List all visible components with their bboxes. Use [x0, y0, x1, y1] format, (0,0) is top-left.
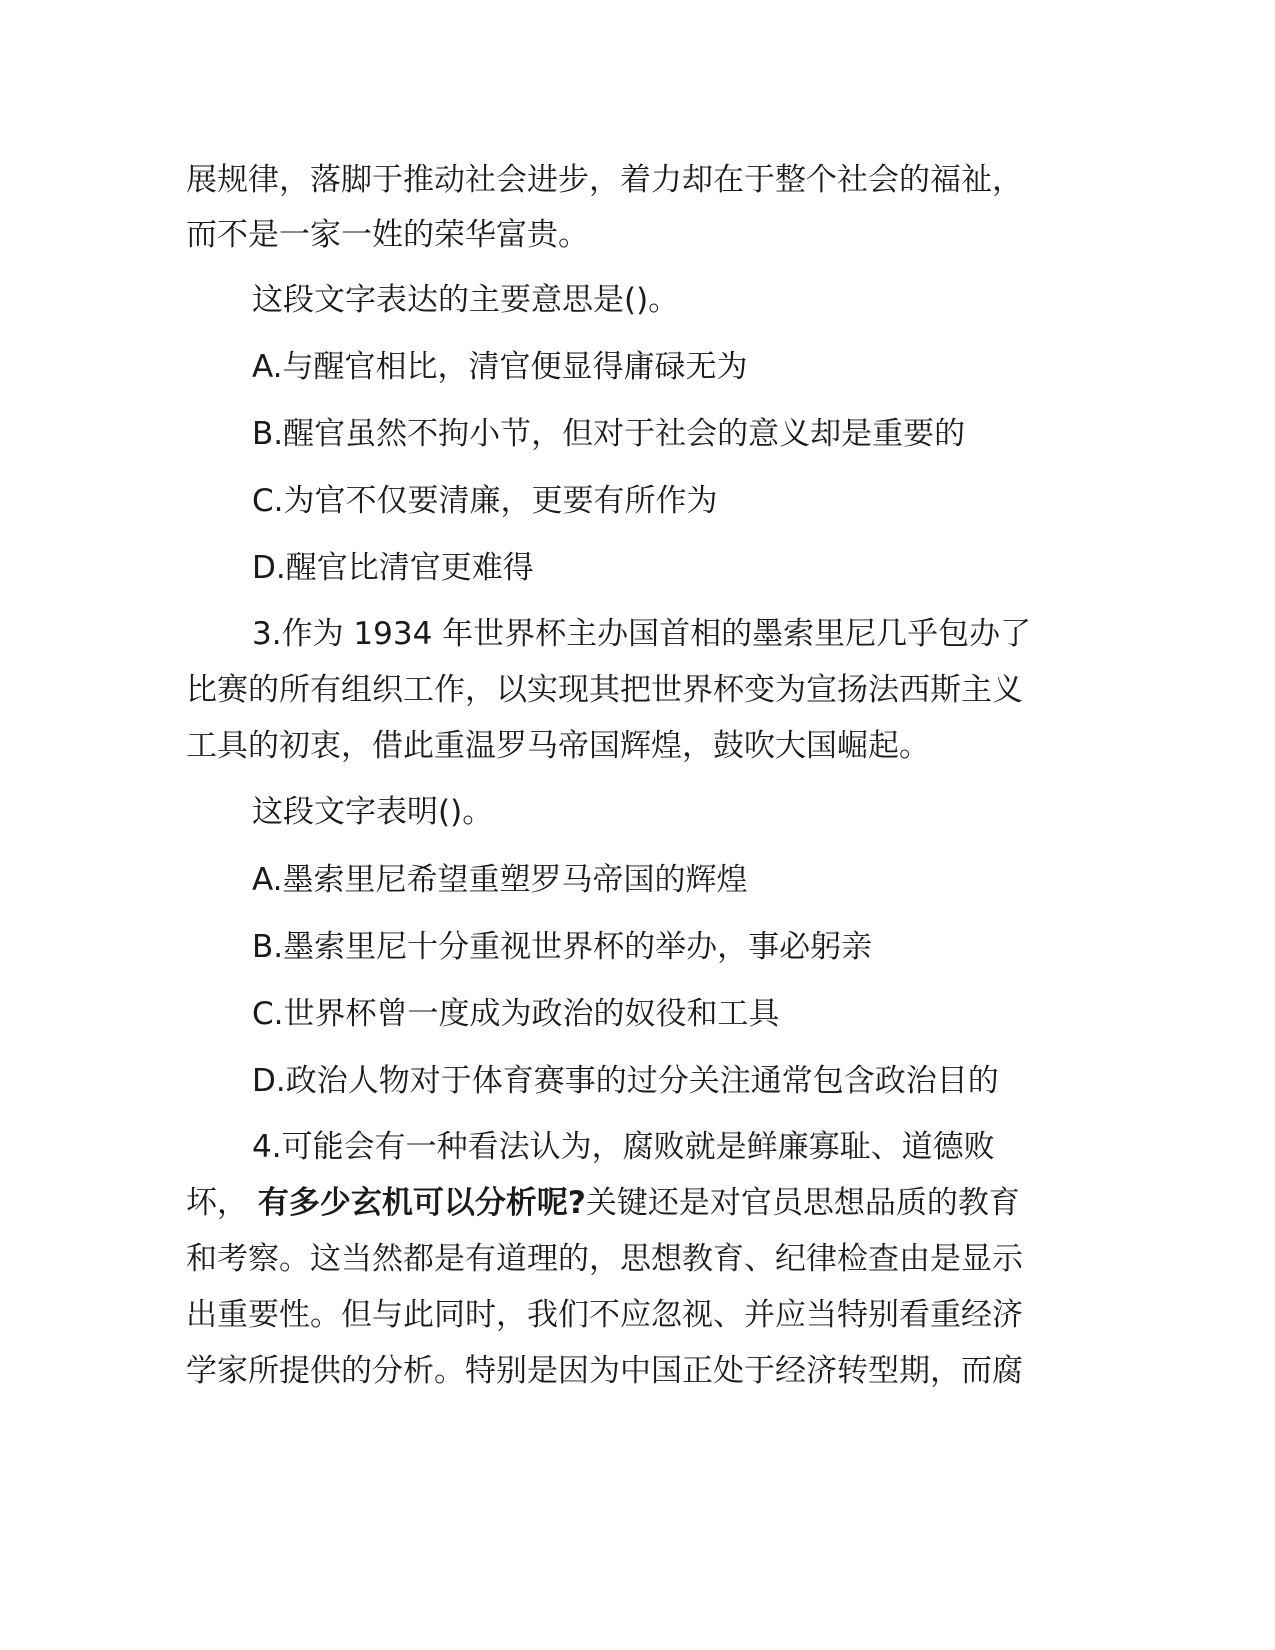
line-prefix: 坏， — [186, 1185, 248, 1221]
question-3-line: 3.作为 1934 年世界杯主办国首相的墨索里尼几乎包办了 — [252, 616, 1032, 652]
option-a: A.与醒官相比，清官便显得庸碌无为 — [252, 349, 748, 385]
option-b: B.醒官虽然不拘小节，但对于社会的意义却是重要的 — [252, 416, 966, 452]
question-4-line: 4.可能会有一种看法认为，腐败就是鲜廉寡耻、道德败 — [252, 1129, 995, 1165]
option-d: D.政治人物对于体育赛事的过分关注通常包含政治目的 — [252, 1063, 999, 1099]
option-c: C.为官不仅要清廉，更要有所作为 — [252, 483, 718, 519]
question-prompt: 这段文字表明()。 — [252, 794, 494, 830]
paragraph-line: 出重要性。但与此同时，我们不应忽视、并应当特别看重经济 — [186, 1297, 1023, 1333]
paragraph-line-mixed — [186, 1183, 1020, 1223]
paragraph-line: 工具的初衷，借此重温罗马帝国辉煌，鼓吹大国崛起。 — [186, 728, 930, 764]
line-suffix: 关键还是对官员思想品质的教育 — [585, 1185, 1020, 1221]
paragraph-line: 和考察。这当然都是有道理的，思想教育、纪律检查由是显示 — [186, 1241, 1023, 1277]
paragraph-line: 而不是一家一姓的荣华富贵。 — [186, 217, 589, 253]
option-a: A.墨索里尼希望重塑罗马帝国的辉煌 — [252, 862, 748, 898]
paragraph-line: 学家所提供的分析。特别是因为中国正处于经济转型期，而腐 — [186, 1353, 1023, 1389]
bold-phrase: 有多少玄机可以分析呢? — [257, 1185, 586, 1221]
paragraph-line: 展规律，落脚于推动社会进步，着力却在于整个社会的福祉， — [186, 162, 1023, 198]
option-c: C.世界杯曾一度成为政治的奴役和工具 — [252, 996, 780, 1032]
option-b: B.墨索里尼十分重视世界杯的举办，事必躬亲 — [252, 929, 873, 965]
question-prompt: 这段文字表达的主要意思是()。 — [252, 282, 680, 318]
paragraph-line: 比赛的所有组织工作，以实现其把世界杯变为宣扬法西斯主义 — [186, 672, 1023, 708]
option-d: D.醒官比清官更难得 — [252, 550, 534, 586]
